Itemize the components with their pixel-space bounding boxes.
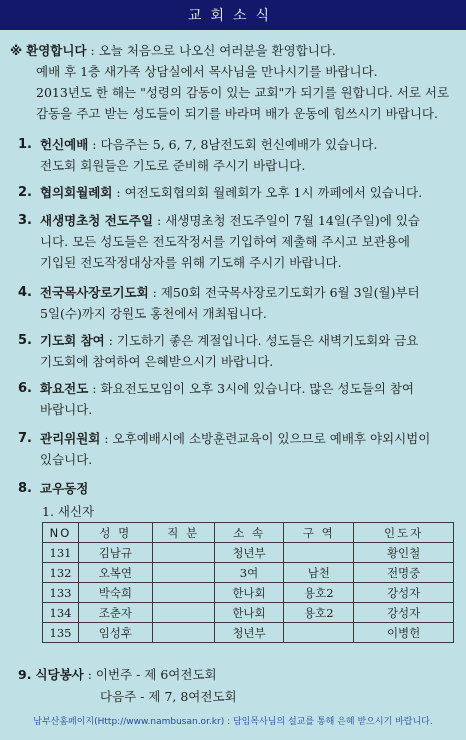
column-header: 인도자: [354, 523, 454, 543]
welcome-line-3: 2013년도 한 해는 "성령의 감동이 있는 교회"가 되기를 원합니다. 서로 서로: [36, 85, 450, 100]
table-cell: 3여: [214, 563, 284, 583]
item-text: : 기도하기 좋은 계절입니다. 성도들은 새벽기도회와 금요: [104, 333, 419, 348]
item-text: 기도회에 참여하여 은혜받으시기 바랍니다.: [40, 354, 274, 369]
welcome-title: 환영합니다: [26, 43, 87, 58]
table-cell: [152, 603, 214, 623]
item-number: 7.: [18, 431, 32, 446]
item-text: : 다음주는 5, 6, 7, 8남전도회 헌신예배가 있습니다.: [88, 137, 378, 152]
news-item-7: [18, 428, 458, 470]
column-header: 직 분: [152, 523, 214, 543]
table-cell: 전명중: [354, 563, 454, 583]
news-item-3: [18, 210, 458, 273]
item-title: 협의회월례회: [40, 185, 113, 200]
item-text: 5일(수)까지 강원도 홍천에서 개최됩니다.: [40, 306, 267, 321]
item-text: : 여전도회협의회 월례회가 오후 1시 까페에서 있습니다.: [112, 185, 423, 200]
column-header: 구 역: [284, 523, 354, 543]
newcomers-label: 1. 새신자: [42, 504, 95, 519]
item-text: 전도회 회원들은 기도로 준비해 주시기 바랍니다.: [40, 158, 306, 173]
table-cell: [152, 623, 214, 643]
table-cell: 용호2: [284, 583, 354, 603]
table-row: [43, 583, 454, 603]
table-cell: 박숙희: [78, 583, 152, 603]
item-title: 화요전도: [40, 381, 89, 396]
table-cell: 이병헌: [354, 623, 454, 643]
item-title: 전국목사장로기도회: [40, 285, 149, 300]
table-cell: 한나회: [214, 603, 284, 623]
table-cell: 132: [43, 563, 79, 583]
table-cell: 131: [43, 543, 79, 563]
item-text: : 화요전도모임이 오후 3시에 있습니다. 많은 성도들의 참여: [88, 381, 414, 396]
table-cell: 청년부: [214, 623, 284, 643]
item-text: 있습니다.: [40, 452, 93, 467]
table-cell: 오복연: [78, 563, 152, 583]
table-cell: 김남규: [78, 543, 152, 563]
news-item-2: [18, 182, 458, 203]
item-title: 헌신예배: [40, 137, 89, 152]
section-header: [0, 0, 466, 30]
table-cell: 강성자: [354, 603, 454, 623]
table-cell: 황인철: [354, 543, 454, 563]
item-number: 1.: [18, 137, 32, 152]
item-number: 5.: [18, 333, 32, 348]
table-cell: 강성자: [354, 583, 454, 603]
footer-homepage-note: 남부산홈페이지(Http://www.nambusan.or.kr) : 담임목사님의 설교를 통해 은혜 받으시기 바랍니다.: [33, 717, 433, 727]
welcome-line-4: 감동을 주고 받는 성도들이 되기를 바라며 배가 운동에 힘쓰시기 바랍니다.: [36, 106, 438, 121]
item-title: 식당봉사: [35, 667, 84, 682]
table-cell: 조춘자: [78, 603, 152, 623]
item-title: 관리위원회: [40, 431, 101, 446]
news-item-5: [18, 330, 458, 372]
welcome-block: [10, 40, 460, 124]
item-title: 교우동정: [40, 481, 89, 496]
section-title: 교회소식: [187, 8, 279, 24]
item-text: 니다. 모든 성도들은 전도작정서를 기입하여 제출해 주시고 보관용에: [40, 234, 410, 249]
table-cell: 135: [43, 623, 79, 643]
item-text: : 새생명초청 전도주일이 7월 14일(주일)에 있습: [153, 213, 420, 228]
item-number: 6.: [18, 381, 32, 396]
table-cell: 청년부: [214, 543, 284, 563]
item-text: : 제50회 전국목사장로기도회가 6월 3일(월)부터: [148, 285, 420, 300]
table-cell: 임성후: [78, 623, 152, 643]
table-cell: 용호2: [284, 603, 354, 623]
table-row: [43, 563, 454, 583]
item-title: 새생명초청 전도주일: [40, 213, 154, 228]
column-header: 소 속: [214, 523, 284, 543]
item-number: 3.: [18, 213, 32, 228]
table-cell: [152, 583, 214, 603]
item-number: 2.: [18, 185, 32, 200]
item-text: 바랍니다.: [40, 402, 93, 417]
table-row: [43, 623, 454, 643]
meal-next-week: 다음주 - 제 7, 8여전도회: [100, 689, 237, 704]
item-number: 9.: [18, 667, 32, 682]
table-row: [43, 603, 454, 623]
welcome-line-1: : 오늘 처음으로 나오신 여러분을 환영합니다.: [86, 43, 336, 58]
column-header: 성 명: [78, 523, 152, 543]
table-cell: [284, 543, 354, 563]
item-text: 기입된 전도작정대상자를 위해 기도해 주시기 바랍니다.: [40, 255, 342, 270]
item-title: 기도회 참여: [40, 333, 105, 348]
note-mark: ※: [10, 43, 23, 58]
table-row: [43, 543, 454, 563]
table-cell: [152, 543, 214, 563]
meal-service: [18, 664, 237, 708]
welcome-line-2: 예배 후 1층 새가족 상담실에서 목사님을 만나시기를 바랍니다.: [36, 64, 378, 79]
table-cell: 한나회: [214, 583, 284, 603]
item-number: 4.: [18, 285, 32, 300]
news-item-4: [18, 282, 458, 324]
meal-this-week: : 이번주 - 제 6여전도회: [83, 667, 217, 682]
table-cell: [284, 623, 354, 643]
newcomers-table: [42, 522, 454, 643]
news-item-8: [18, 478, 458, 499]
news-item-6: [18, 378, 458, 420]
news-item-1: [18, 134, 458, 176]
table-header-row: [43, 523, 454, 543]
item-text: : 오후예배시에 소방훈련교육이 있으므로 예배후 야외시범이: [100, 431, 431, 446]
column-header: NO: [43, 523, 79, 543]
table-cell: 134: [43, 603, 79, 623]
table-cell: [152, 563, 214, 583]
table-cell: 남천: [284, 563, 354, 583]
table-cell: 133: [43, 583, 79, 603]
item-number: 8.: [18, 481, 32, 496]
